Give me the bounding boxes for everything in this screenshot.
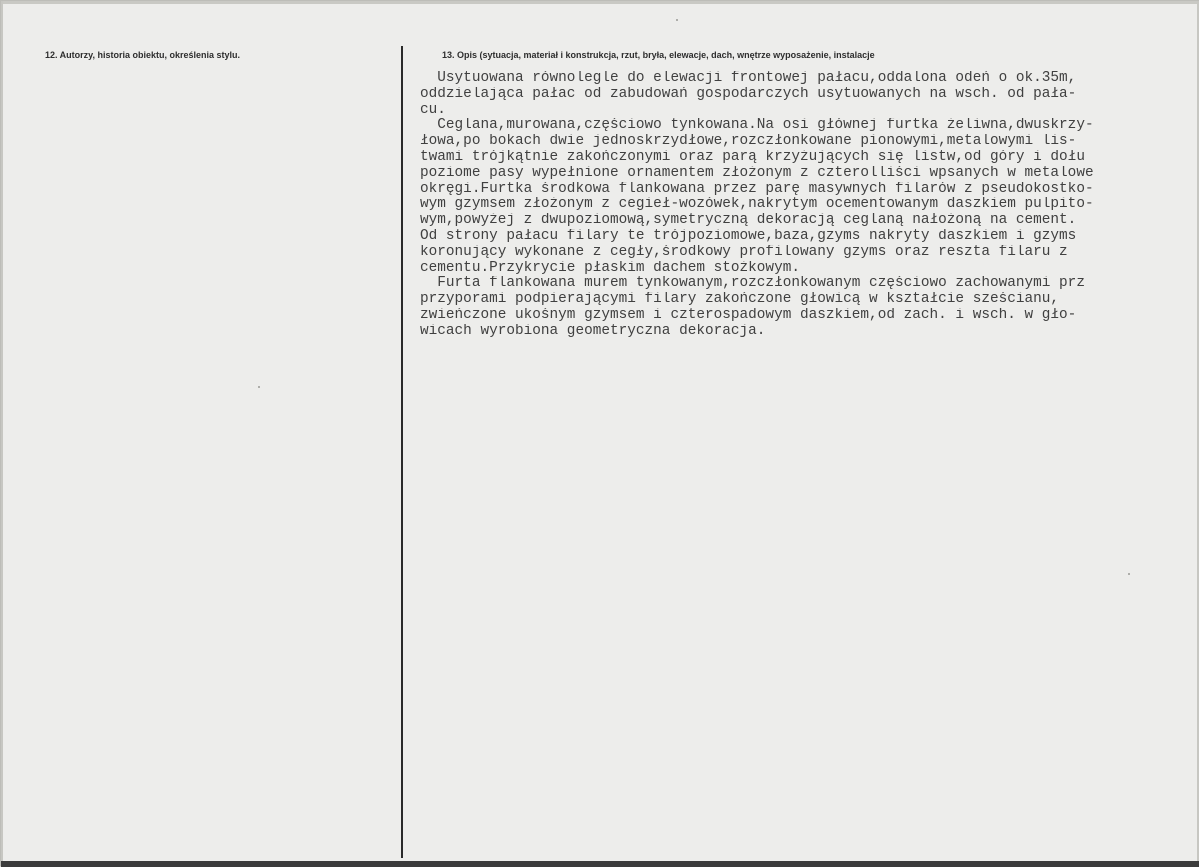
column-divider [401, 46, 403, 858]
section-13-heading: 13. Opis (sytuacja, materiał i konstrukcja, rzut, bryła, elewacje, dach, wnętrze wyposażenie, instalacje [442, 50, 875, 60]
description-line: koronujący wykonane z cegły,środkowy profilowany gzyms oraz reszta filaru z [420, 244, 1068, 260]
description-line: okręgi.Furtka środkowa flankowana przez parę masywnych filarów z pseudokostko- [420, 181, 1094, 197]
description-line: oddzielająca pałac od zabudowań gospodarczych usytuowanych na wsch. od pała- [420, 86, 1077, 102]
description-line: cu. [420, 102, 446, 118]
description-line: zwieńczone ukośnym gzymsem i czterospadowym daszkiem,od zach. i wsch. w gło- [420, 307, 1077, 323]
card-top-edge [1, 1, 1199, 4]
description-line: wym,powyżej z dwupoziomową,symetryczną dekoracją ceglaną nałożoną na cement. [420, 213, 1077, 229]
description-line: wicach wyrobiona geometryczna dekoracja. [420, 323, 766, 339]
description-line: poziome pasy wypełnione ornamentem złożonym z czterolliści wpsanych w metalowe [420, 165, 1094, 181]
description-line: Ceglana,murowana,częściowo tynkowana.Na osi głównej furtka żeliwna,dwuskrzy- [420, 118, 1094, 134]
description-line: Furta flankowana murem tynkowanym,rozczłonkowanym częściowo zachowanymi prz [420, 276, 1085, 292]
description-line: łowa,po bokach dwie jednoskrzydłowe,rozczłonkowane pionowymi,metalowymi lis- [420, 134, 1077, 150]
description-line: Od strony pałacu filary te trójpoziomowe,baza,gzyms nakryty daszkiem i gzyms [420, 228, 1077, 244]
paper-speck [676, 19, 678, 21]
section-12-heading: 12. Autorzy, historia obiektu, określenia stylu. [45, 50, 241, 60]
paper-speck [258, 386, 260, 388]
description-line: cementu.Przykrycie płaskim dachem stożkowym. [420, 260, 800, 276]
section-13-description [420, 71, 1190, 340]
card-left-edge [1, 1, 3, 867]
description-line: twami trójkątnie zakończonymi oraz parą krzyżujących się listw,od góry i dołu [420, 149, 1085, 165]
description-line: Usytuowana równolegle do elewacji frontowej pałacu,oddalona odeń o ok.35m, [420, 71, 1077, 86]
description-line: przyporami podpierającymi filary zakończone głowicą w kształcie sześcianu, [420, 292, 1060, 308]
paper-speck [1128, 573, 1130, 575]
card-bottom-edge [1, 861, 1199, 867]
description-line: wym gzymsem złożonym z cegieł-wozówek,nakrytym ocementowanym daszkiem pulpito- [420, 197, 1094, 213]
